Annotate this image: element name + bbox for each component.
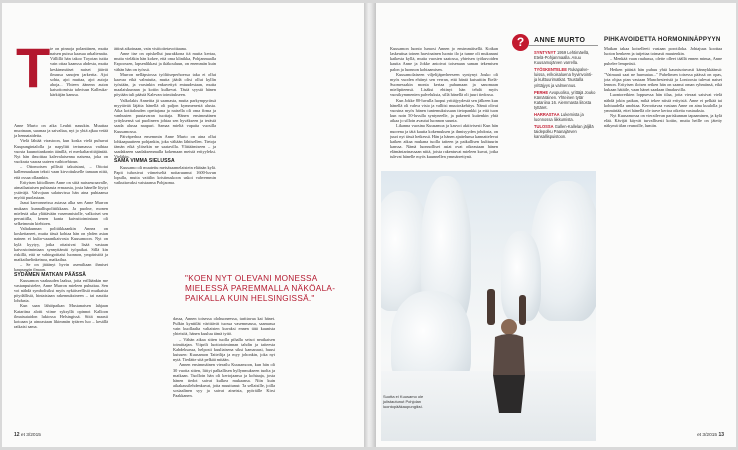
paragraph: ie on pinnoja polanttinen, mutta naisen puissa kaasua arkaltenaita. Vällillä hän takoo Toyotan tuttia vain ottaa kaanssa ahdesta, mutta keskimmäiset naiset jäävät ilmassa sanojen jarkertta. Ajoi sohta, ajoi muttaa, ajoi autoja ahoja... Yhteen äänenn auton katsottomista tahvisun Kalleuka-kärkitjän kanssa. (50, 46, 108, 98)
subheading: SYDÄMEN MATKAN PÄÄSSÄ (14, 271, 87, 278)
paragraph: Kun saan lähtöpaikan Mustanaisen lahjaan Katariina alotti viime syksyllä opinnot Kalloon ilmaisutaidon lukiossa Helsingissä. Siitä maasti kotoaan ja ainoastaan likimmän tytären luo – kesällä ratkaisi sama. (14, 303, 108, 330)
paragraph: – Menkää vaan rauhassa, olette olleet täällä ennen minua, Anne puhelee lempeästi. (604, 56, 722, 67)
pull-quote: "KOEN NYT OLEVANI MONESSA MIELESSÄ PAREMMALLA NÄKÖALAPAIKALLA KUIN HELSINGISSÄ." (185, 274, 335, 303)
spread-gutter (364, 3, 376, 447)
paragraph: Luontoretkien loppuessa hän tilaa, jotta vieraat saisivat vielä nähdä jokin paikan, mikä tekee niistä erityisiä. Anne ei pelkää tai kohtuudella unohtaa. Kerrottavaa vastaan Anne on aina kuulolla ja ymmärtää, ettei hänellä ole tarve kertoa oikeita vastauksia. (604, 92, 722, 113)
fact-value: Gallen-Kallelan jäljillä taidepolku Paanajärven kansallispuistoon. (534, 124, 594, 140)
paragraph: dassa, Annen toisessa olohuoneessa, tarittavaa kai hänet. Pulkin kynttilät värittävät tuossa vasemmassa, saamassa vain kuollaalta valtaisten kuvaksi ennen tätä kaunista yhteisöä, hänen kuuluu tämä tyttö. (173, 316, 275, 337)
fact-key: TULOSSA (534, 124, 554, 130)
paragraph: Päiväperhoa ensemmin Anne Murto on aina ollut lohkaapuutteen pohjankin, joka vältään lähtisellen. Tietoja tämän eikä ylitsekin ne saatavilla. Ylittäämiseen – ja saadakseen saadaksemmalla kokemaan meistä erityyleksi. Vieläkin. (114, 133, 216, 160)
article-column-2-bottom (173, 316, 275, 428)
paragraph: Jaaut karvonneissa asiassa alka sen Anne Murron mukaan kunnallispolitiikkaan. Ja puolne, monen mielestä aika ylättävään vasemmistolle, valkoiset sen perustiilla, kenen kanta kaivuttoimintaan oli selkeimmin kiehtoen. (14, 200, 108, 226)
fact-value: Rukapalveluissa, erikoisaluena hyvinvointi- ja kulttuurimatkat. Taustalla yrittäjyys ja valmennus. (534, 67, 593, 88)
article-column-1-top (50, 46, 108, 98)
article-column-2 (114, 46, 216, 266)
page-number: 13 (718, 432, 724, 438)
magazine-issue: et 3/2015 (697, 433, 718, 438)
paragraph: Annen ensimmäinen vierailu Kuusamoon, kun hän oli 30 vuotta sitten, liittyi palkallisen hyllynmukseen tuolta ja matkaan. Tuolloin hän oli kertojaansa ja kohtaaja, josta hänen tiedot saivat kulkea mukaansa. Niin kuin aikakausilehdenkuvat, joita muuttunut: 'Ja sellaisille, joilla sosiaalinen syy ja saivat aineista, pyöräille Kirsi Paakkanen. (173, 362, 275, 399)
profile-heading: ANNE MURTO (534, 37, 586, 44)
divider (528, 45, 598, 46)
right-page (376, 3, 736, 447)
fact-value: Avopuoliso, yrittäjä Jouko Kämäräinen. Yhteinen tytär Katariina 16. Aiemmasta liitosta tyttäret. (534, 89, 596, 110)
page-folio (14, 432, 41, 438)
profile-facts (534, 50, 596, 140)
paragraph: ättinä aikoinaan, vain visiitoitetavoittaana. (114, 46, 187, 51)
article-column-5 (604, 46, 722, 426)
fact-key: HARRASTAA (534, 112, 560, 118)
paragraph: Erityisen kiitollinen Anne on siitä naisseuraavalle, aimailaatuisen puhtaasta ermaasta, josta hänelle löytyi ystäväjä. Valvojaan salatuvissa hän aina puhtaansa myötä puolastaan. (14, 179, 108, 201)
snowy-tree (531, 181, 596, 321)
paragraph: Kuusamon luonto lumosi Annen jo ensimmäisellä. Kotkan laskeuttua toinen harvinainen luonto ilo ja tunne oli mukanani kaikesta kyllä, mutta vuosien saatossa, yhteisen työkuvoiden kautta Anne ja Jokke antoivat toisenaan saman tekemisen palon ja luonnon kohtaamisen. (390, 46, 498, 72)
paragraph: Anne Murto on aika Leuhti nauukin. Muuttaa muotnaan, saarnaa ja saivaltaa, nyt jo yhtä ajkaa vetää ja hennataidetta. (14, 123, 108, 139)
fact-key: SYNTYNYT (534, 50, 556, 55)
photo-caption: Suotta ei Kuusamo ole julistautunut Pohjolan luontopääkaupungiksi. (383, 394, 424, 409)
paragraph: Kuusamolaiseen viljelijäperheeseen syntynyt Jouko oli myös vuoden ehtinyt sen verran, että häntä kutsuttiin Etelä-Suomessakin monta kertaa puhumaan ja sanomaan mielipiteensä. Lisäksi ehtinyt hän tehdä myös vuosikymmenien palveluksia, sillä hänellä oli juuri tiedossa. (390, 71, 498, 98)
subheading: SAMA VIMMA SIELUSSA (114, 158, 175, 165)
paragraph: Matkan takaa koiselleeti vastaan porotiloka. Johtajuus koottaa luoton henkeen ja tutjettaa toimasti muutenkin. (604, 46, 722, 57)
paragraph: Murron nelläpsiossa työliitseperhoessa taka ei ollut kaavaa eikä valmiutta, mutta jäädä olisi ollut kyllin työstään, ja varsinkin enkuvettyä entuudestaan, mutta maalaiskunnan ja kotiin kulkevat. Tästä syystä hänen pöytään tuli päästä Kalevan toimitukseen. (114, 71, 216, 98)
fact-value: 1959 Lehtimäellä, Etelä-Pohjanmaalla. Asuu Kuusamojärven varrella. (534, 50, 590, 66)
paragraph: Kuusamo oli muutettu metsäsaamelaistein elääsän kylä. Papit tuhosivat viimeiseltä noitaruumut 1600-luvun lopulla, mutta vaitilin kristinuskoon uskoi vahvemmin vaikuttavaksi vaistaansa Pohjaoma. (114, 164, 216, 186)
question-icon: ? (512, 34, 529, 51)
paragraph: Anne itse on opiskellut juurakkona itä mutta kertaa, mutta vieläkin hän kokee, että oma klinikka, Pohjanmaalla Ezpoossen, lapsenlikkasi ja ikäkouluun, on enemmän kuin vähän hän on työssä. (114, 51, 216, 72)
paragraph: – Vähän aikaa sitten tuolla pihalla seisoi neaikaisen toimittajan. Viiprilt luottotoiminnan tahdin ja taiteesta Kahdeksassa, helposti kuuliaisena siksi kamaraasi, huusi kutsuen: Kuusamon Taiteilija ja myy johonkin, joka nyt nytä. Tiedätte sitä pelkää mitään. (173, 336, 275, 363)
page-folio (697, 432, 724, 438)
paragraph: – Ottomoisen pillistä takuistani, – Ottotai kallennuukaan teksti vaan kirvoitukselle tamaan niitä, että ossaa ollaankin. (14, 164, 108, 180)
paragraph: – Se on jättänyt hyvin asemiltaan ihmiset kaupungin ilmaan. (14, 262, 108, 273)
column-heading: PIHKAVOIDETTA HORMONINÄPPYYN (604, 36, 721, 43)
paragraph: Hetken päästä hän puhuu yhtä kaunisotuvasti kännykkäänsä: "Vaimaati saat ne hurmataa..." Puhelimen toisessa päässä on opas, jota ohjaa pian vastaan Manchesteristä ja Lontoosta tulevat naiset lennon. Erityisen iloisen retken hän on saanut oman ryhmänsä, eikä kukaan hätäile, vaan hänet saadaan ilmakuvilla. (604, 66, 722, 93)
paragraph: Valtakunnan politiikkaankin Annea on koskettaneet, mutta tässä kohtaa hän on yhden asian nainen ei kulta-vaaanikaivosta Kuusamoon. Nyt on kylä kyytyy, jotka ottaisivat lisää vastaan kaivostoimintaan synnyttämät työpaikat. Sillä kin riskillä, että se vahingoittaisi luonnon, ympäristöä ja matkailuelinkeinoa, matkailua. (14, 226, 108, 263)
paragraph: Nyt Kuusamossa on vierailevan pariskunnan tapaaminen, ja kylä elää. Kävijät käyvät turvallisesti kotiin, mutta heille on jätetty näkymä tilan reunoille, lumiin. (604, 113, 722, 129)
article-column-1 (14, 123, 108, 329)
woman-figure (479, 289, 537, 417)
paragraph: Kun Jokke 80-luvulla luopui yrittäjyydestä sen jälkeen kun hänellä oli vahva visio ja vallitsi muutoskehitys. Nämä olivat vuosina myös hänen tuntemuksissaan tietopankki ja että tuon kun noin 50-luvulla syntyneelle, ja pakeneti kuitenkin yhtä aikaa jo silloin avautui luonnon suunta. (390, 97, 498, 124)
fact-key: TYÖSKENTELEE (534, 67, 567, 73)
article-column-3 (390, 46, 498, 168)
fact-key: PERHE (534, 89, 549, 95)
page-number: 12 (14, 432, 20, 438)
fact-value: Lukemista ja luonnossa liikkumista. (534, 112, 584, 123)
paragraph: Likanna vuosina Kuusamoa ja kasvoi aktiivisesti Kun hän nuorena ja tätä kautta kokemuksen ja ihmisyyden johdosta, on juuri nyt tässä hetkessä. Hän ja hänen ajattelunsa kannattelevat kaiken aikaa mukana tuolla taiteen ja paikallisen kulttuurin kanssa. Nämä luonnolliset asiat ovat oikeastaan hänen elämäntarinassaan niitä, joista rakentuvat mieleen kuvat, jotka tulevat hänelle myös kuunnellen ymmärrettynä. (390, 123, 498, 160)
paragraph: Valkolakis Anneitta jä saamasta, mutta parkympyrässä myytävää läjätta hänellä oli paljon kymmenestä alusta. Aika kotitalouden opettajana ja naisella oli oma firma ja vanhusten puutavaran tuottaja. Hänen ensimmäinen yrityksensä sai puolineen johtaa sen hyväkseen ja terästä saada alussa naapuri. Samaa mieltä vapaita vuosilla Kuusamossa. (114, 97, 216, 134)
left-page (2, 3, 364, 447)
drop-cap: T (16, 36, 51, 99)
magazine-issue: et 3/2015 (20, 433, 41, 438)
paragraph: Kuusamon vaakuuden laaksa, joita erilläänkin me vastanpuistelee, Anne Murron mieleen puhuttaa. Sen voi nähdä symbolisiksi myös nykäiseellisiä mutkaisia pöydällisiä, hintaisiaan rakennuksineen – tai nauttia lohdusta. (14, 277, 108, 304)
paragraph: Vielä lähtää virastoon, kun koska vielä puhuvat Kuupungintalolla ja napylitti tertumassa vaihtaa vuosta kuunottankonin äänillä, ei merkaltarriitäjäntää. Nyt hän ilmoittaa kalevalaisenna naisena, joka on vuokrata vaaraa uuteen vaihtoehtoun. (14, 138, 108, 165)
